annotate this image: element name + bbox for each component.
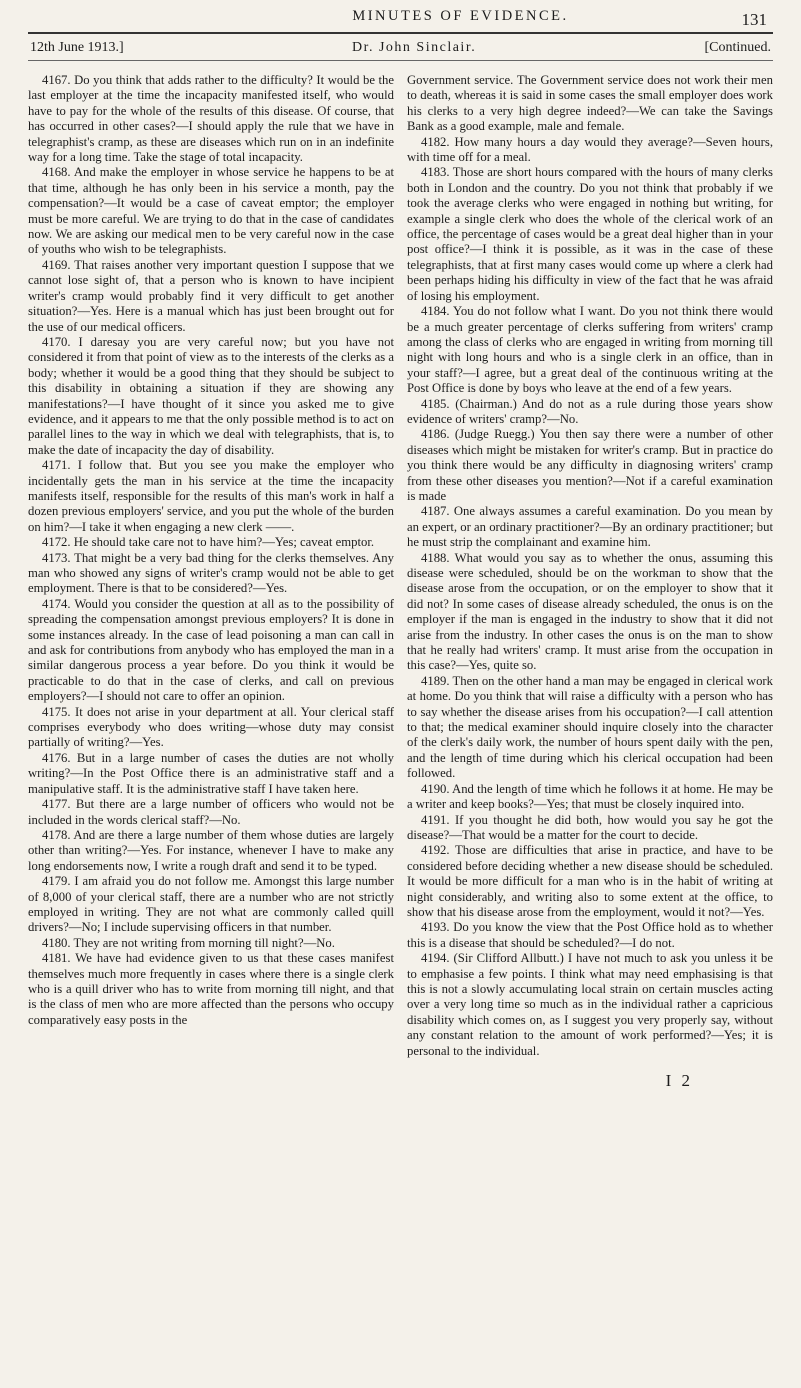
paragraph: 4187. One always assumes a careful examination. Do you mean by an expert, or an ordinary practitioner?—By an ordinary practitioner; but he must strip the complainant and examine him. [407, 504, 773, 550]
running-title: MINUTES OF EVIDENCE. [352, 8, 569, 24]
paragraph: 4168. And make the employer in whose service he happens to be at that time, although he has only been in his service a month, pay the compensation?—It would be a case of caveat emptor; the employer must be more careful. We are trying to do that in the case of candidates now. We are asking our medical men to be very careful now in the case of youths who wish to be telegraphists. [28, 165, 394, 257]
paragraph: 4173. That might be a very bad thing for the clerks themselves. Any man who showed any signs of writer's cramp would not be able to get employment. There is that to be considered?—Yes. [28, 550, 394, 596]
paragraph: 4176. But in a large number of cases the duties are not wholly writing?—In the Post Office there is an administrative staff and a manipulative staff. It is the administrative staff I have taken here. [28, 750, 394, 796]
paragraph: 4169. That raises another very important question I suppose that we cannot lose sight of, that a person who is known to have incipient writer's cramp would probably find it very difficult to get another situation?—Yes. Here is a manual which has just been brought out for the use of our medical officers. [28, 257, 394, 334]
page-header [28, 34, 773, 60]
paragraph: 4180. They are not writing from morning till night?—No. [42, 935, 335, 950]
paragraph: 4183. Those are short hours compared with the hours of many clerks both in London and the country. Do you not think that probably if we took the average clerks who were engaged in nothing but writing, for example a single clerk who does the whole of the clerical work of an office, the percentage of cases would be a great deal higher than in your post office?—I think it is possible, as it was in the case of these telegraphists, that at first many cases would come up where a clerk had been perhaps hiding his difficulty in view of the fact that he was afraid of losing his employment. [407, 165, 773, 303]
paragraph: Government service. The Government service does not work their men to death, whereas it is said in some cases the small employer does work his clerks to a very high degree indeed?—We can take the Savings Bank as a good example, male and female. [407, 73, 773, 134]
header-continued: [Continued. [704, 40, 771, 55]
text-columns [28, 73, 773, 1088]
paragraph: 4167. Do you think that adds rather to the difficulty? It would be the last employer at the time the incapacity manifested itself, who would have to pay for the whole of the results of this disease. Of course, that has occurred in other cases?—I should apply the rule that we have in telegraphist's cramp, as these are diseases which run on in an indefinite way for a long time. Take the stage of total incapacity. [28, 73, 394, 165]
paragraph: 4188. What would you say as to whether the onus, assuming this disease were scheduled, should be on the workman to show that the disease arose from the occupation, or on the employer to show that it did not? In some cases of disease already scheduled, the onus is on the employer if the man is engaged in the industry to show that it did not arise from the industry. In other cases the onus is on the man to show that he really had writers' cramp. It must arise from the occupation in this case?—Yes, quite so. [407, 550, 773, 673]
header-witness: Dr. John Sinclair. [351, 40, 477, 55]
paragraph: 4186. (Judge Ruegg.) You then say there were a number of other diseases which might be mistaken for writer's cramp. But in practice do you think there would be any difficulty in diagnosing writers' cramp from these other diseases you mention?—Not if a careful examination is made [407, 427, 773, 503]
left-column [28, 73, 394, 1088]
paragraph: 4179. I am afraid you do not follow me. Amongst this large number of 8,000 of your clerical staff, there are a number who are not strictly employed in writing. They are not what are commonly called quill drivers?—No; I include supervising officers in that number. [28, 874, 394, 935]
header-date: 12th June 1913.] [30, 40, 124, 55]
paragraph: 4185. (Chairman.) And do not as a rule during those years show evidence of writers' cramp?—No. [407, 396, 773, 426]
paragraph: 4190. And the length of time which he follows it at home. He may be a writer and keep books?—Yes; that must be closely inquired into. [407, 781, 773, 812]
paragraph: 4174. Would you consider the question at all as to the possibility of spreading the compensation amongst previous employers? It is done in some instances already. In the case of lead poisoning a man can call in and ask for contributions from anybody who has employed the man in a similar dangerous process a year before. Do you think it would be practicable to do that in the case of clerks, and call on previous employers?—I should not care to offer an opinion. [28, 596, 394, 704]
paragraph: 4191. If you thought he did both, how would you say he got the disease?—That would be a matter for the court to decide. [407, 812, 773, 842]
paragraph: 4184. You do not follow what I want. Do you not think there would be a much greater percentage of clerks suffering from writers' cramp among the class of clerks who are engaged in writing from morning till night with long hours and who is a single clerk in an office, than in your staff?—I agree, but a great deal of the continuous writing at the Post Office is done by boys who leave at the end of a few years. [407, 304, 773, 396]
paragraph: 4178. And are there a large number of them whose duties are largely other than writing?—Yes. For instance, whenever I have to make any long endorsements now, I write a rough draft and send it to be typed. [28, 827, 394, 873]
signature-mark: I 2 [665, 1071, 693, 1090]
page-number: 131 [741, 10, 767, 29]
header-rule-thin [28, 60, 773, 61]
paragraph: 4171. I follow that. But you see you make the employer who incidentally gets the man in his service at the time the incapacity manifests itself, responsible for the results of this man's work in half a dozen previous employers' service, and you put the whole of the burden on him?—I take it when engaging a new clerk ——. [28, 458, 394, 534]
paragraph: 4175. It does not arise in your department at all. Your clerical staff comprises everybody who does writing—whose duty may consist partially of writing?—Yes. [28, 704, 394, 750]
paragraph: 4172. He should take care not to have him?—Yes; caveat emptor. [42, 535, 375, 550]
paragraph: 4170. I daresay you are very careful now; but you have not considered it from that point of view as to the interests of the clerks as a body; whether it would be a good thing that they should be subject to this disability in obtaining a situation if they are showing any manifestations?—I have thought of it since you asked me to give evidence, and it appears to me that the only possible method is to act on parallel lines to the way in which we deal with telegraphists, that is, to make the date of incapacity the day of disability. [28, 334, 394, 457]
right-column [407, 73, 773, 1088]
paragraph: 4193. Do you know the view that the Post Office hold as to whether this is a disease that should be scheduled?—I do not. [407, 920, 773, 950]
paragraph: 4189. Then on the other hand a man may be engaged in clerical work at home. Do you think that will raise a difficulty with a person who has to say whether the disease arises from his occupation?—I call attention to that; the medical examiner should inquire closely into the character of the clerk's daily work, the number of hours spent daily with the pen, and the length of time during which his clerical occupation had been followed. [407, 673, 773, 781]
paragraph: 4194. (Sir Clifford Allbutt.) I have not much to ask you unless it be to emphasise a few points. I think what may need emphasising is that this is not a slowly accumulating local strain on certain muscles acting over a very long time so much as in the individual rather a capricious disability which comes on, as I suggest you very properly say, without any constant relation to the amount of work performed?—Yes; it is personal to the individual. [407, 951, 773, 1058]
paragraph: 4177. But there are a large number of officers who would not be included in the words clerical staff?—No. [28, 797, 394, 827]
paragraph: 4182. How many hours a day would they average?—Seven hours, with time off for a meal. [407, 134, 773, 165]
paragraph: 4181. We have had evidence given to us that these cases manifest themselves much more frequently in cases where there is a single clerk who is a quill driver who has to write from morning till night, and that is the class of men who are more affected than the persons who occupy comparatively easy posts in the [28, 951, 394, 1027]
paragraph: 4192. Those are difficulties that arise in practice, and have to be considered before deciding whether a new disease should be scheduled. It would be more difficult for a man who is in the habit of writing at night considerably, and writing also to some extent at the office, to show that his disease arose from the employment, would it not?—Yes. [407, 843, 773, 919]
